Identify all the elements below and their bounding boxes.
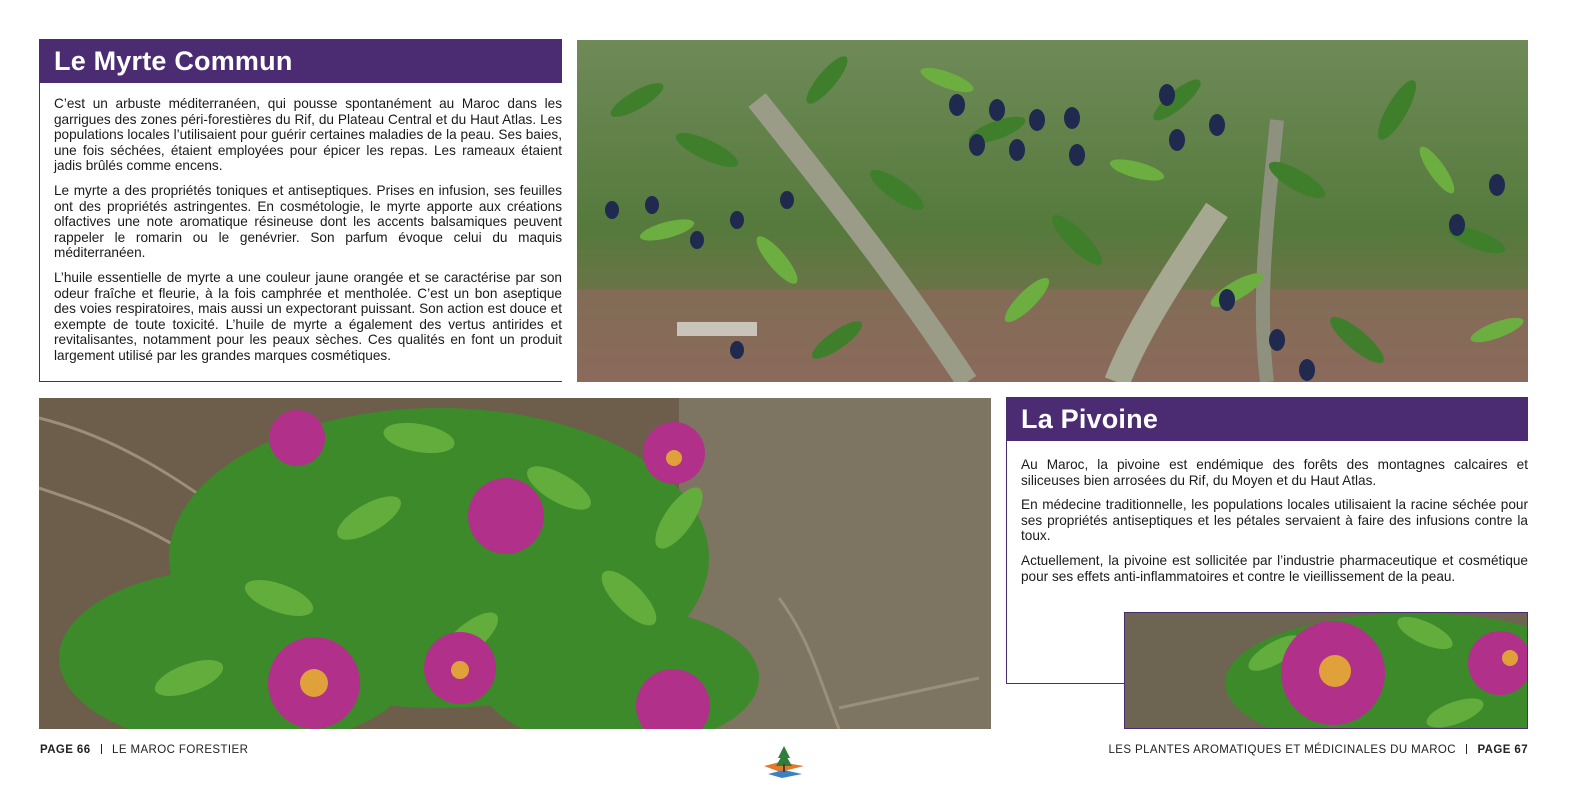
myrte-berries-photo — [577, 40, 1528, 382]
myrte-body — [40, 83, 562, 364]
footer-right-title: LES PLANTES AROMATIQUES ET MÉDICINALES DU MAROC — [1108, 744, 1456, 756]
pivoine-paragraph-2: En médecine traditionnelle, les populations locales utilisaient la racine séchée pour ses propriétés antiseptiques et les pétales servaient à faire des infusions contre la toux. — [1021, 497, 1528, 544]
footer-right-separator — [1466, 744, 1468, 754]
pivoine-inset-photo — [1124, 612, 1528, 729]
footer-left-title: LE MAROC FORESTIER — [112, 744, 249, 756]
publisher-logo-icon — [760, 744, 808, 780]
pivoine-inset-illustration — [1125, 613, 1528, 729]
pivoine-paragraph-3: Actuellement, la pivoine est sollicitée par l’industrie pharmaceutique et cosmétique pour ses effets anti-inflammatoires et contre le vieillissement de la peau. — [1021, 552, 1528, 584]
footer-left-separator — [101, 744, 103, 754]
myrte-berries-illustration — [577, 40, 1528, 382]
pivoine-paragraph-1: Au Maroc, la pivoine est endémique des forêts des montagnes calcaires et siliceuses bien arrosées du Rif, du Moyen et du Haut Atlas. — [1021, 457, 1528, 488]
myrte-title: Le Myrte Commun — [40, 39, 562, 83]
myrte-panel — [39, 39, 562, 382]
footer-left-page-number: PAGE 66 — [40, 744, 91, 756]
publisher-logo — [760, 744, 808, 780]
footer-left — [40, 744, 248, 756]
pivoine-body — [1007, 441, 1528, 584]
footer-right-page-number: PAGE 67 — [1477, 744, 1528, 756]
pivoine-flowers-photo — [39, 398, 991, 729]
myrte-paragraph-1: C’est un arbuste méditerranéen, qui pousse spontanément au Maroc dans les garrigues des zones péri-forestières du Rif, du Plateau Central et du Haut Atlas. Les populations locales l’utilisaient pour guérir certaines maladies de la peau. Ses baies, une fois séchées, étaient employées pour épicer les repas. Les rameaux étaient jadis brûlés comme encens. — [54, 96, 562, 174]
myrte-paragraph-2: Le myrte a des propriétés toniques et antiseptiques. Prises en infusion, ses feuilles ont des propriétés astringentes. En cosmétologie, le myrte apporte aux créations olfactives une note aromatique résineuse dont les accents balsamiques peuvent rappeler le romarin ou le genévrier. Son parfum évoque celui du maquis méditerranéen. — [54, 182, 562, 261]
myrte-paragraph-3: L’huile essentielle de myrte a une couleur jaune orangée et se caractérise par son odeur fraîche et fleurie, à la fois camphrée et mentholée. C’est un bon aseptique des voies respiratoires, mais aussi un expectorant puissant. Son action est douce et exempte de toute toxicité. L’huile de myrte a également des vertus antirides et revitalisantes, notamment pour les peaux sèches. Ces qualités en font un produit largement utilisé par les grandes marques cosmétiques. — [54, 269, 562, 363]
footer-right — [1108, 744, 1528, 756]
pivoine-flowers-illustration — [39, 398, 991, 729]
pivoine-title: La Pivoine — [1007, 397, 1528, 441]
